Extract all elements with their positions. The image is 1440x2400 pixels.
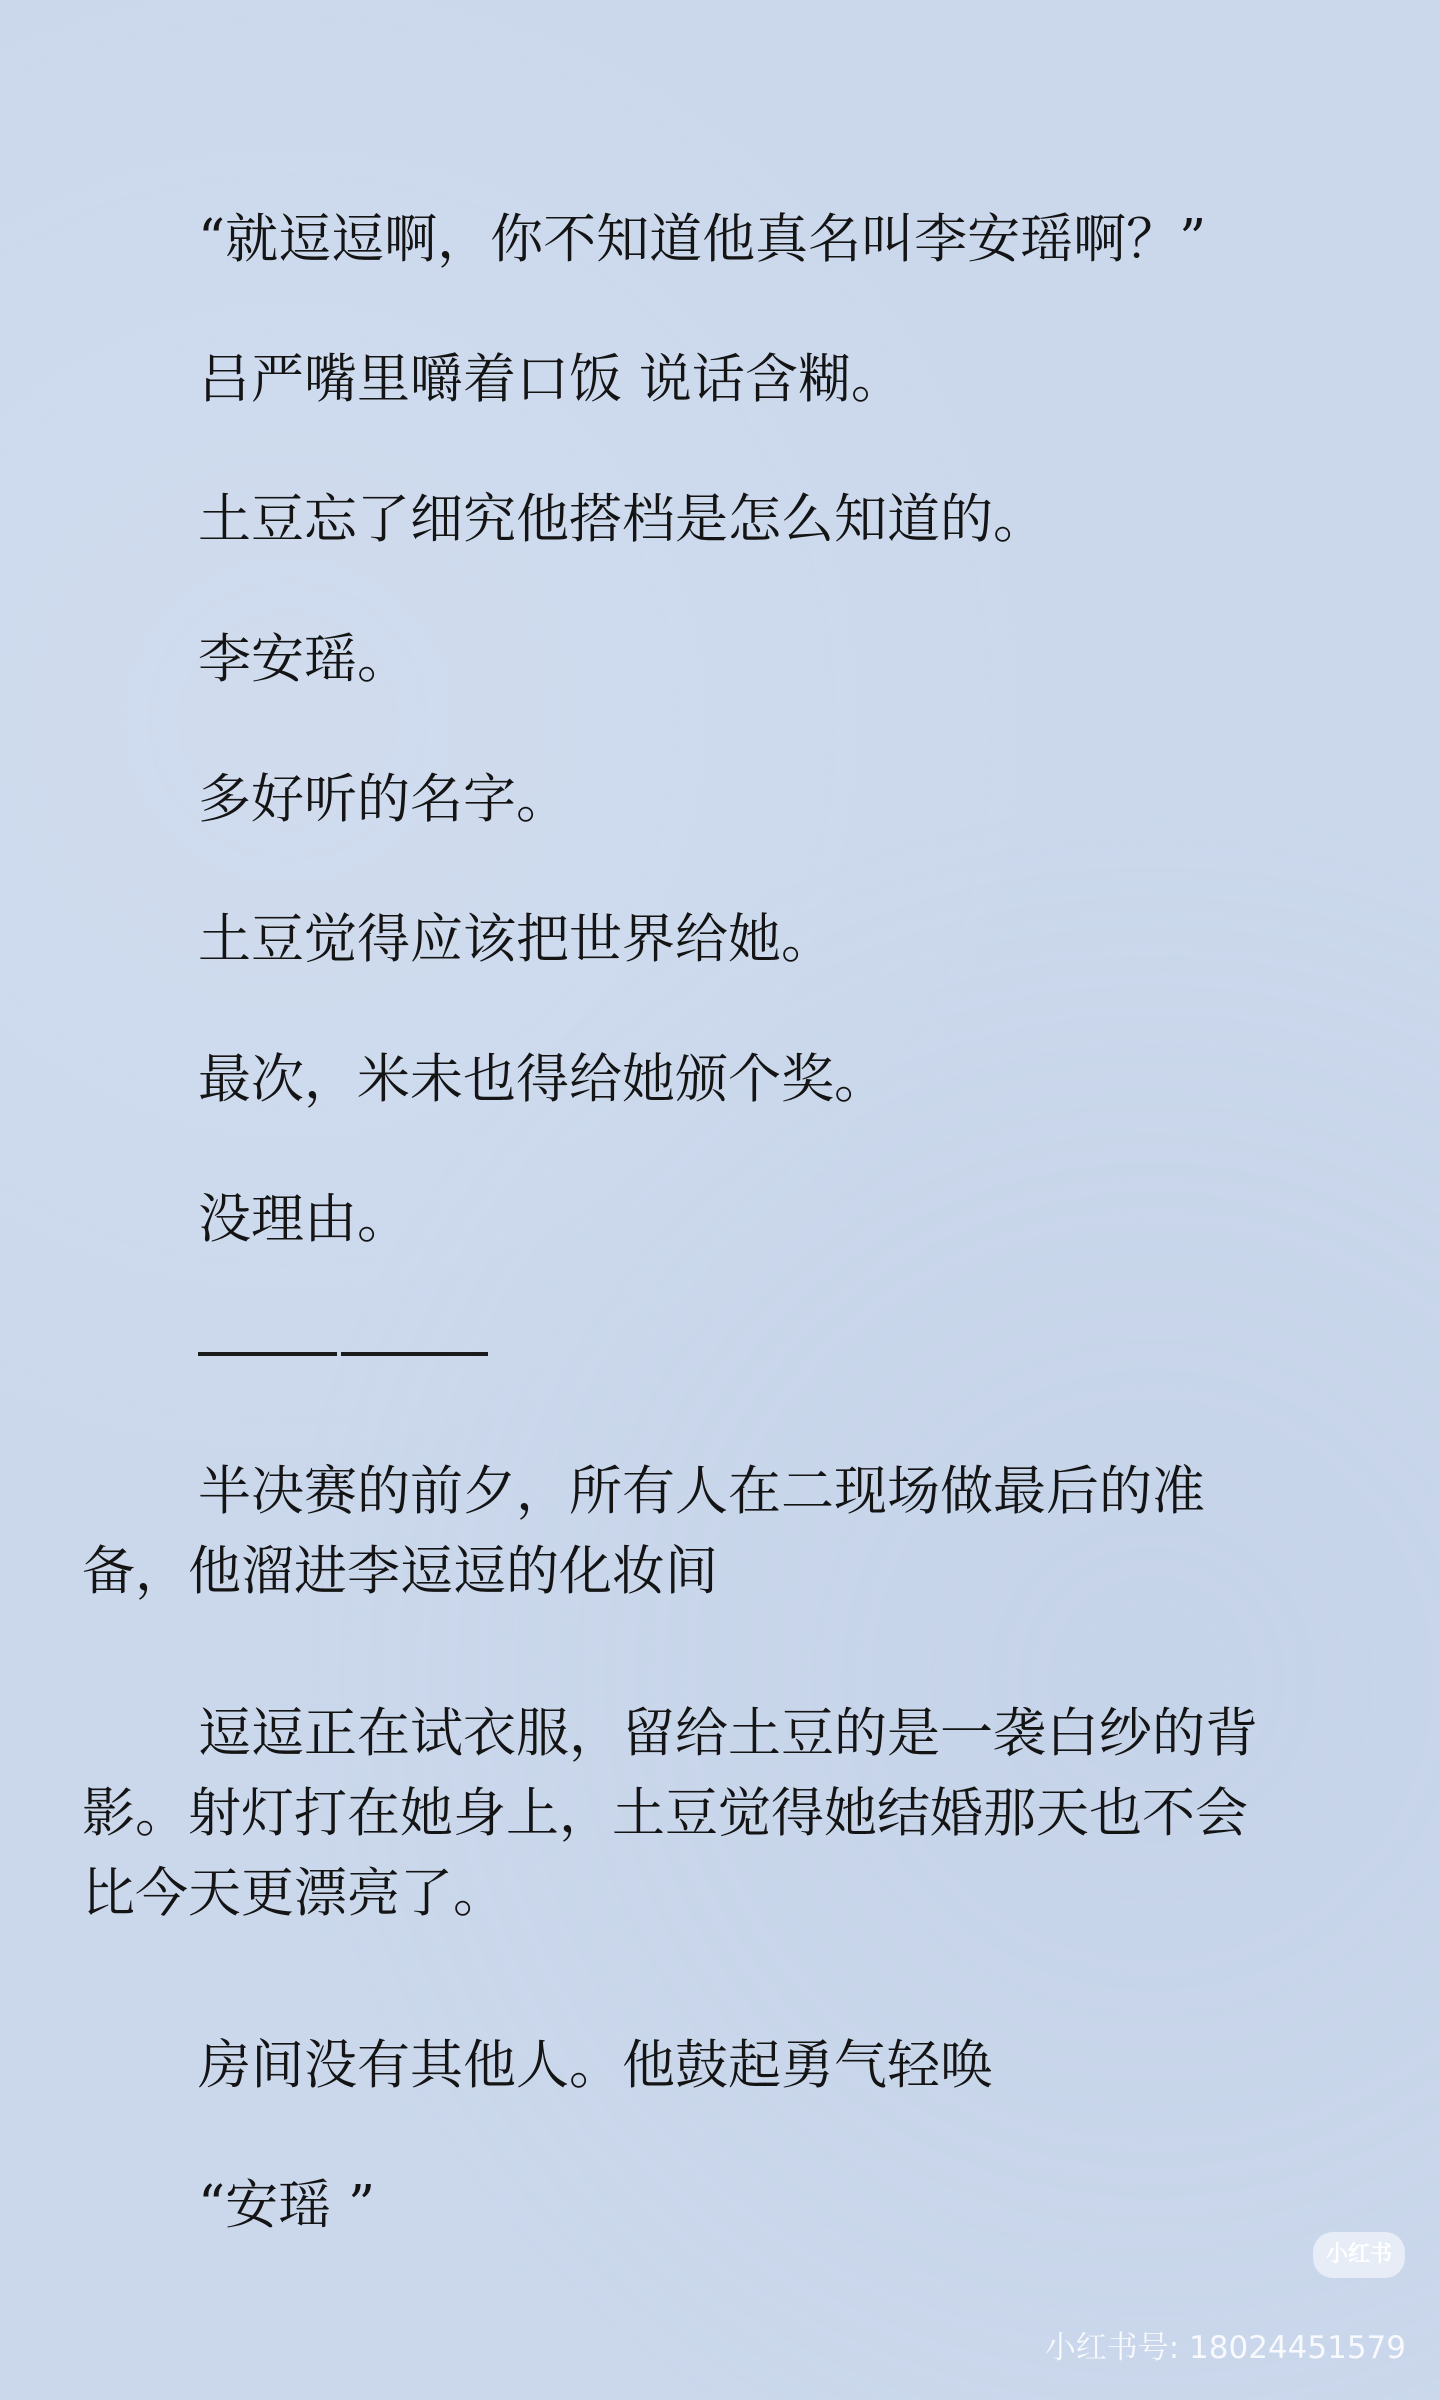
paragraph-semifinal-eve <box>82 1452 1372 1612</box>
paragraph-forgot-to-ask <box>82 480 1440 560</box>
text-line: 最次，米未也得给她颁个奖。 <box>198 1049 887 1110</box>
text-line: 土豆忘了细究他搭档是怎么知道的。 <box>198 489 1046 550</box>
text-line: 备，他溜进李逗逗的化妆间 <box>82 1541 718 1602</box>
paragraph-no-reason <box>82 1180 1440 1260</box>
paragraph-name <box>82 620 1440 700</box>
text-line: 半决赛的前夕，所有人在二现场做最后的准 <box>198 1461 1205 1522</box>
paragraph-give-world <box>82 900 1440 980</box>
paragraph-call-softly <box>82 2026 1440 2106</box>
text-line: “就逗逗啊，你不知道他真名叫李安瑶啊？” <box>198 209 1207 270</box>
text-line: 比今天更漂亮了。 <box>82 1863 506 1924</box>
text-line: 土豆觉得应该把世界给她。 <box>198 909 834 970</box>
section-divider <box>198 1352 488 1356</box>
paragraph-quote-real-name <box>82 200 1440 280</box>
text-line: 多好听的名字。 <box>198 769 569 830</box>
text-line: 逗逗正在试衣服，留给土豆的是一袭白纱的背 <box>198 1703 1258 1764</box>
text-line: “安瑶 ” <box>198 2175 376 2236</box>
section-divider-gap <box>337 1352 341 1356</box>
paragraph-lv-yan-chewing <box>82 340 1440 420</box>
watermark-account-id: 小红书号: 18024451579 <box>1044 2330 1406 2366</box>
paragraph-trying-clothes <box>82 1694 1372 1934</box>
paragraph-nice-name <box>82 760 1440 840</box>
paragraph-anyao <box>82 2166 1440 2246</box>
text-line: 房间没有其他人。他鼓起勇气轻唤 <box>198 2035 993 2096</box>
text-line: 没理由。 <box>198 1189 410 1250</box>
text-line: 吕严嘴里嚼着口饭 说话含糊。 <box>198 349 904 410</box>
text-line: 影。射灯打在她身上，土豆觉得她结婚那天也不会 <box>82 1783 1248 1844</box>
text-line: 李安瑶。 <box>198 629 410 690</box>
paragraph-award <box>82 1040 1440 1120</box>
xiaohongshu-logo: 小红书 <box>1313 2232 1405 2278</box>
